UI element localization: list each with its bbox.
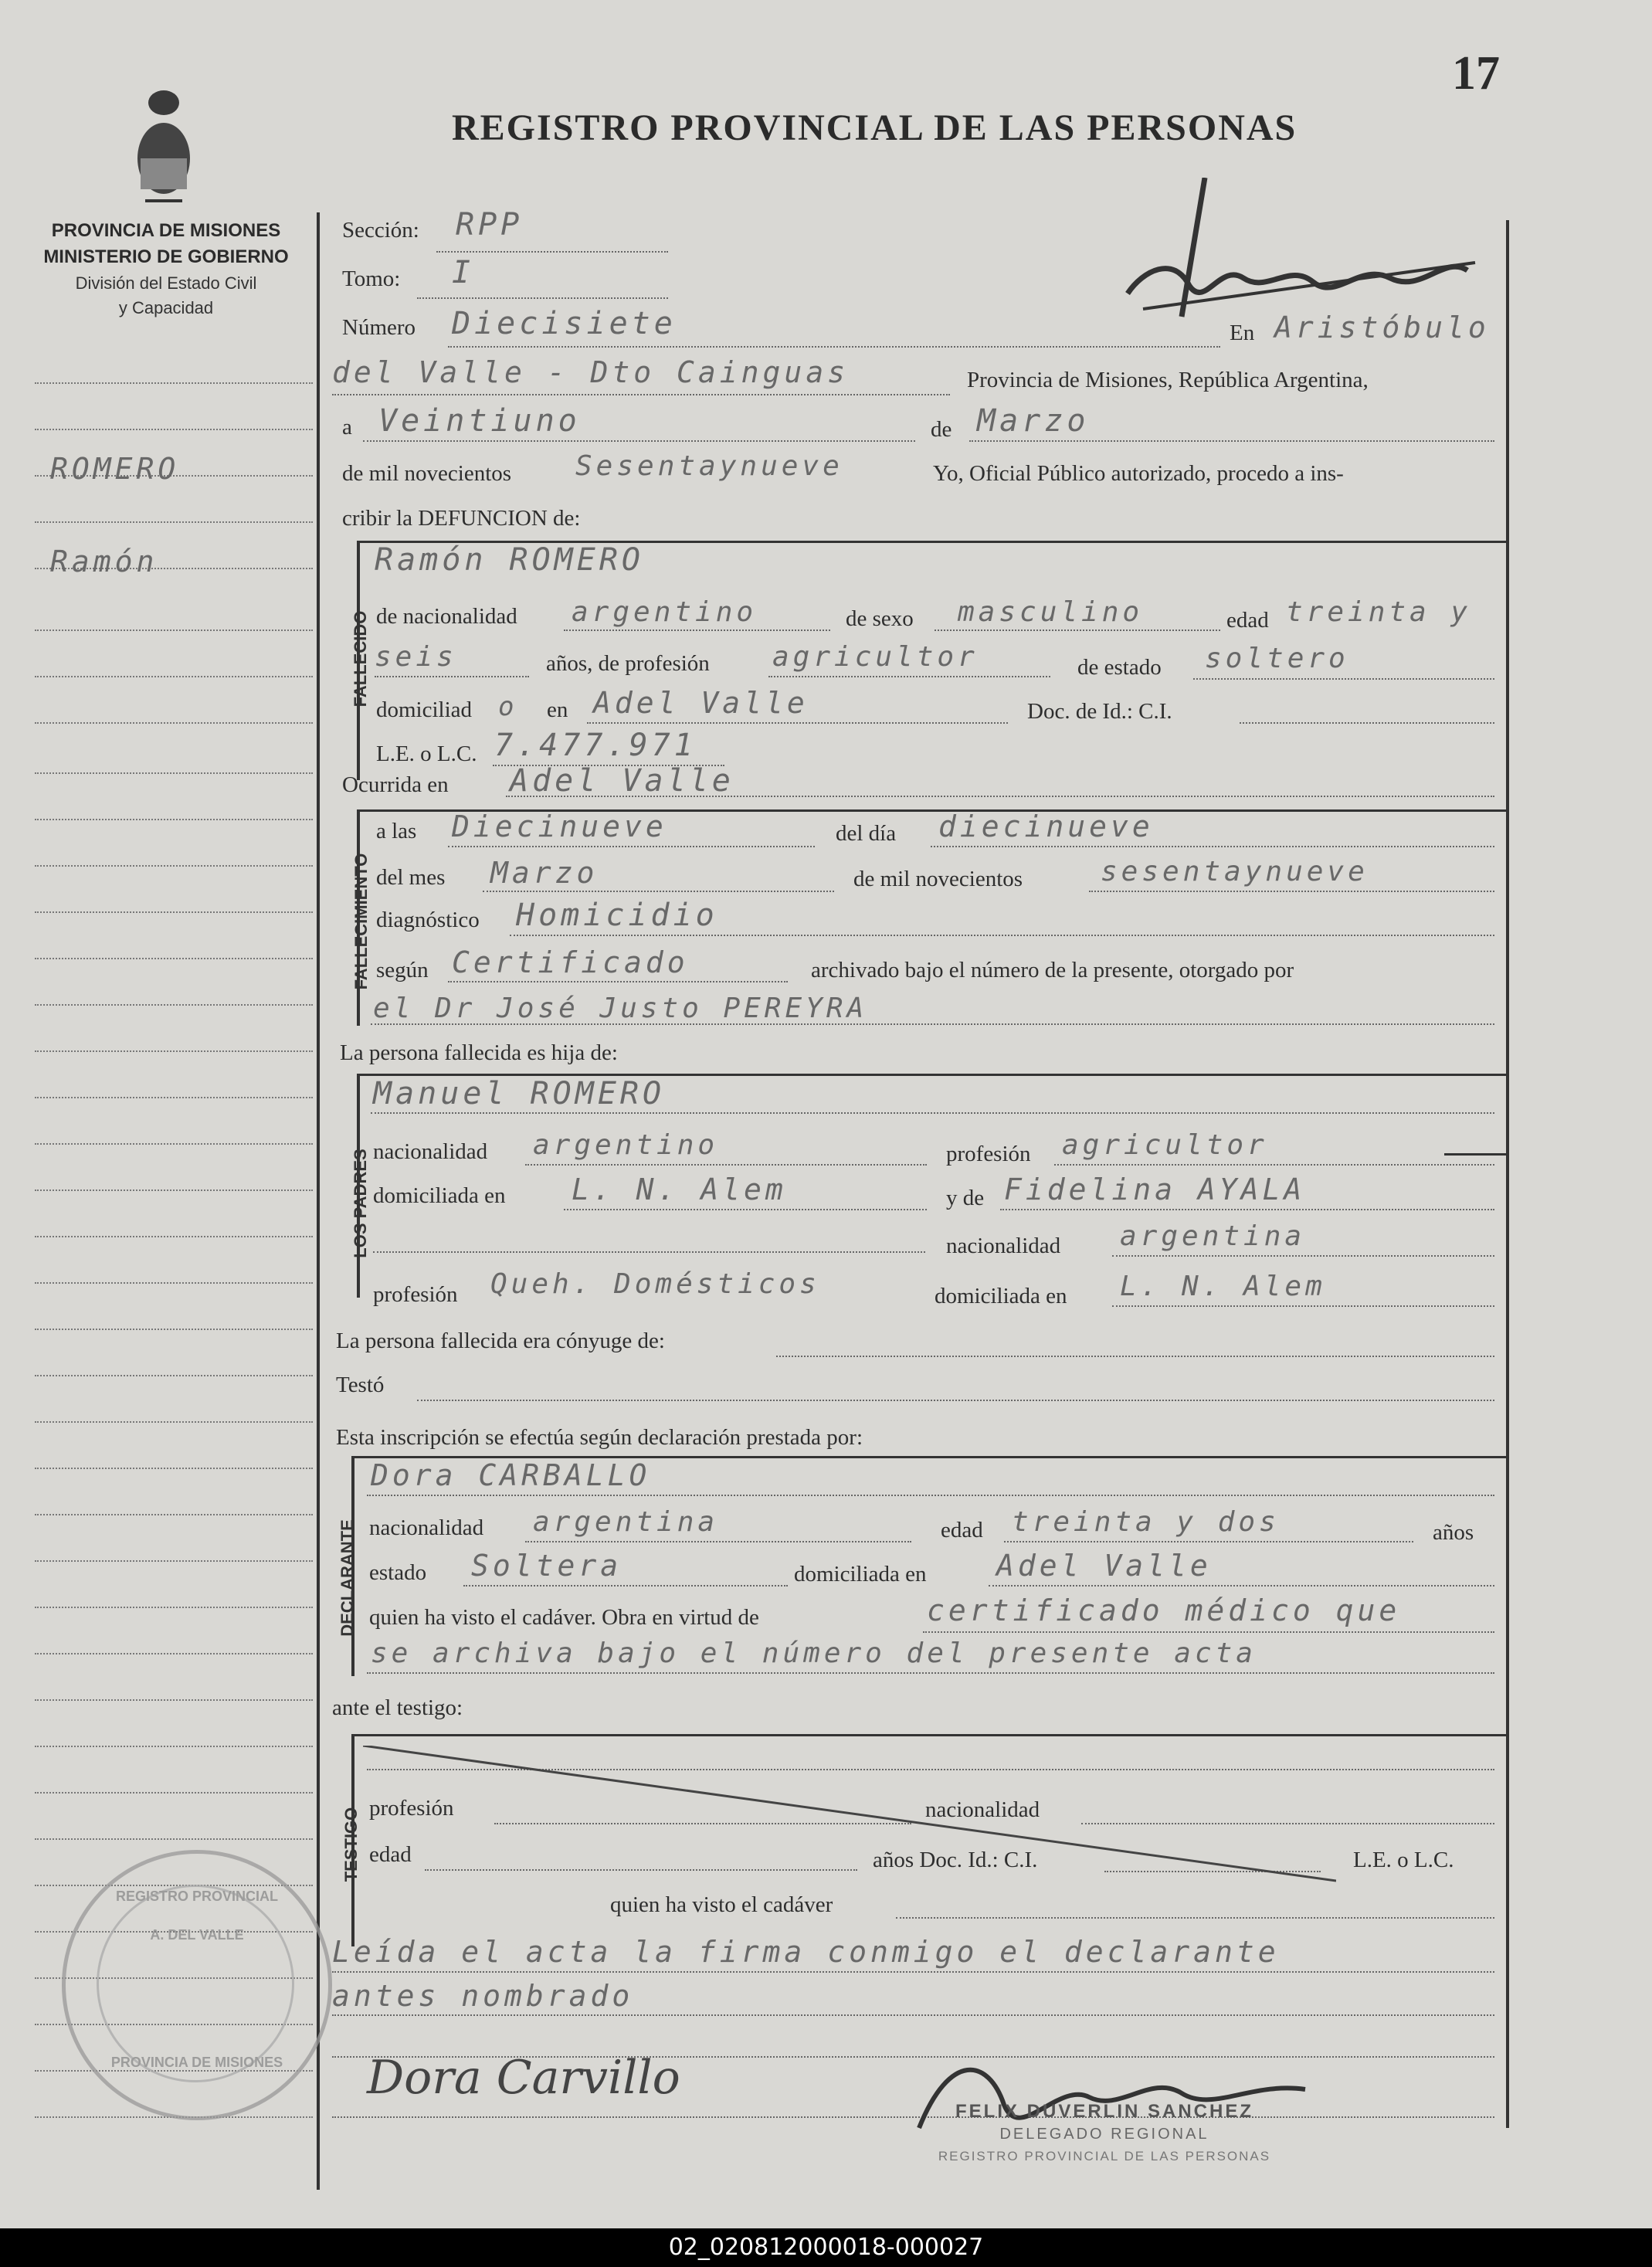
registry-seal bbox=[62, 1850, 332, 2120]
mes-line bbox=[969, 440, 1494, 442]
declarante-nombre: Dora CARBALLO bbox=[371, 1458, 651, 1492]
margin-rule-line bbox=[35, 429, 313, 430]
anio-value: Sesentaynueve bbox=[575, 450, 843, 482]
declaracion-label: Esta inscripción se efectúa según declaración prestada por: bbox=[336, 1425, 863, 1450]
madre-nac-value: argentina bbox=[1120, 1220, 1306, 1252]
testigo-edad-label: edad bbox=[369, 1842, 412, 1867]
declarante-nac-label: nacionalidad bbox=[369, 1515, 484, 1540]
seccion-label: Sección: bbox=[342, 218, 419, 243]
testo-line bbox=[417, 1400, 1494, 1401]
declarante-section-label: DECLARANTE bbox=[338, 1519, 357, 1637]
padre-prof-value: agricultor bbox=[1062, 1129, 1268, 1161]
fallecido-profesion-value: agricultor bbox=[772, 641, 979, 673]
fallecido-le-value: 7.477.971 bbox=[494, 728, 697, 763]
madre-nac-label: nacionalidad bbox=[946, 1234, 1061, 1258]
fallecido-edad-line bbox=[375, 676, 529, 677]
padre-nac-label: nacionalidad bbox=[373, 1139, 488, 1164]
cierre-line-2: antes nombrado bbox=[332, 1979, 634, 2013]
fallecido-edad-value: treinta y bbox=[1286, 596, 1472, 628]
tomo-line bbox=[417, 297, 668, 299]
fallecido-doc-line bbox=[1240, 722, 1494, 724]
declarante-dom-line bbox=[989, 1585, 1494, 1587]
testo-label: Testó bbox=[336, 1373, 385, 1397]
fallecido-domicilio-o: o bbox=[498, 691, 518, 722]
margin-rule-line bbox=[35, 772, 313, 774]
fallecido-doc-label: Doc. de Id.: C.I. bbox=[1027, 699, 1172, 724]
seal-text-top: REGISTRO PROVINCIAL bbox=[115, 1889, 278, 1904]
declarante-estado-line bbox=[463, 1585, 788, 1587]
fallecimiento-mes-line bbox=[483, 891, 834, 892]
conyuge-label: La persona fallecida era cónyuge de: bbox=[336, 1329, 665, 1353]
folio-number: 17 bbox=[1452, 47, 1500, 100]
fallecimiento-mes-label: del mes bbox=[376, 865, 446, 890]
declarante-signature: Dora Carvillo bbox=[367, 2051, 680, 2105]
seccion-line bbox=[436, 251, 668, 253]
fallecido-domicilio-line bbox=[587, 722, 1008, 724]
fallecido-estado-value: soltero bbox=[1205, 643, 1349, 674]
image-id-footer: 02_020812000018-000027 bbox=[0, 2228, 1652, 2267]
margin-rule-line bbox=[35, 1282, 313, 1284]
margin-rule-line bbox=[35, 865, 313, 867]
margin-rule-line bbox=[35, 1329, 313, 1330]
fallecido-estado-line bbox=[1193, 678, 1494, 680]
padre-nombre: Manuel ROMERO bbox=[373, 1076, 666, 1111]
margin-rule-line bbox=[35, 958, 313, 959]
madre-prof-value: Queh. Domésticos bbox=[490, 1268, 820, 1300]
fallecimiento-medico: el Dr José Justo PEREYRA bbox=[373, 993, 868, 1024]
margin-rule-line bbox=[35, 911, 313, 913]
fallecido-nac-label: de nacionalidad bbox=[376, 604, 517, 629]
madre-dom-label: domiciliada en bbox=[935, 1284, 1067, 1308]
madre-nombre: Fidelina AYALA bbox=[1004, 1173, 1306, 1206]
margin-surname: ROMERO bbox=[50, 452, 180, 486]
division-label: División del Estado Civil bbox=[75, 273, 257, 293]
margin-rule-line bbox=[35, 1375, 313, 1376]
declarante-nac-line bbox=[525, 1541, 911, 1542]
madre-nac-line bbox=[1112, 1255, 1494, 1257]
testigo-visto-label: quien ha visto el cadáver bbox=[610, 1892, 833, 1917]
fallecido-sexo-line bbox=[935, 630, 1220, 631]
declarante-edad-line bbox=[1004, 1541, 1413, 1542]
en-label: En bbox=[1230, 321, 1255, 345]
padres-blank-line bbox=[373, 1251, 925, 1253]
margin-rule-line bbox=[35, 819, 313, 820]
testigo-nac-label: nacionalidad bbox=[925, 1797, 1040, 1822]
ocurrida-line bbox=[506, 796, 1494, 797]
margin-rule-line bbox=[35, 1050, 313, 1052]
margin-rule-line bbox=[35, 382, 313, 384]
tomo-label: Tomo: bbox=[342, 266, 401, 291]
ocurrida-value: Adel Valle bbox=[510, 763, 734, 799]
cierre-dots-2 bbox=[332, 2014, 1494, 2016]
margin-rule-line bbox=[35, 521, 313, 523]
fallecimiento-diag-label: diagnóstico bbox=[376, 908, 480, 932]
fallecido-estado-label: de estado bbox=[1077, 655, 1162, 680]
fallecido-anios-label: años, de profesión bbox=[546, 651, 710, 676]
declarante-visto-label: quien ha visto el cadáver. Obra en virtud de bbox=[369, 1605, 759, 1630]
fallecimiento-hora-value: Diecinueve bbox=[452, 809, 667, 843]
lugar-value-2: del Valle - Dto Cainguas bbox=[332, 355, 850, 389]
cierre-dots-1 bbox=[332, 1971, 1494, 1973]
declarante-nac-value: argentina bbox=[533, 1506, 719, 1538]
seccion-value: RPP bbox=[456, 207, 524, 243]
margin-rule-line bbox=[35, 1004, 313, 1006]
tomo-value: I bbox=[452, 255, 475, 290]
fallecido-sexo-value: masculino bbox=[958, 596, 1144, 628]
lugar-line-2 bbox=[332, 394, 950, 395]
fallecimiento-mes-value: Marzo bbox=[490, 856, 599, 890]
fallecimiento-section-label: FALLECIMIENTO bbox=[351, 853, 371, 990]
testigo-visto-line bbox=[896, 1917, 1494, 1919]
declarante-obra-line bbox=[923, 1631, 1494, 1633]
dia-value: Veintiuno bbox=[378, 403, 581, 439]
page-title: REGISTRO PROVINCIAL DE LAS PERSONAS bbox=[452, 107, 1298, 148]
coat-of-arms-icon bbox=[130, 81, 198, 205]
margin-rule-line bbox=[35, 1746, 313, 1747]
fallecimiento-medico-line bbox=[371, 1023, 1494, 1025]
fallecido-profesion-line bbox=[768, 676, 1050, 677]
padre-prof-line bbox=[1054, 1164, 1494, 1166]
declarante-nombre-line bbox=[367, 1495, 1494, 1496]
fallecido-nac-value: argentino bbox=[572, 596, 758, 628]
madre-dom-value: L. N. Alem bbox=[1120, 1271, 1326, 1302]
testigo-le-label: L.E. o L.C. bbox=[1353, 1848, 1454, 1872]
right-border bbox=[1506, 220, 1509, 2128]
fallecido-domicilio-label: domiciliad bbox=[376, 697, 473, 722]
declarante-dom-label: domiciliada en bbox=[794, 1562, 927, 1587]
fallecido-en-label: en bbox=[547, 697, 568, 722]
fallecido-nac-line bbox=[564, 630, 830, 631]
officer-signature-upper bbox=[1112, 178, 1498, 340]
declarante-edad-value: treinta y dos bbox=[1012, 1506, 1280, 1538]
madre-prof-label: profesión bbox=[373, 1282, 458, 1307]
padre-prof-label: profesión bbox=[946, 1142, 1031, 1166]
officer-stamp-office: REGISTRO PROVINCIAL DE LAS PERSONAS bbox=[938, 2149, 1271, 2163]
declarante-edad-label: edad bbox=[941, 1518, 983, 1542]
cierre-line-1: Leída el acta la firma conmigo el declarante bbox=[332, 1935, 1280, 1969]
padre-nombre-line bbox=[371, 1112, 1494, 1114]
margin-rule-line bbox=[35, 1468, 313, 1469]
padre-nac-value: argentino bbox=[533, 1129, 719, 1161]
fallecimiento-dia-value: diecinueve bbox=[938, 809, 1154, 843]
province-label: PROVINCIA DE MISIONES bbox=[51, 220, 281, 241]
margin-rule-line bbox=[35, 1189, 313, 1191]
fallecimiento-anio-line bbox=[1089, 891, 1494, 892]
fallecimiento-dia-line bbox=[931, 846, 1494, 847]
declarante-obra-value-2: se archiva bajo el número del presente acta bbox=[371, 1637, 1257, 1669]
padres-section-label: LOS PADRES bbox=[351, 1149, 370, 1258]
testigo-top-line bbox=[351, 1734, 1508, 1736]
fallecido-domicilio-value: Adel Valle bbox=[593, 686, 809, 720]
mil-label: de mil novecientos bbox=[342, 461, 512, 486]
provincia-label: Provincia de Misiones, República Argentina, bbox=[967, 368, 1369, 392]
margin-rule-line bbox=[35, 1514, 313, 1515]
testigo-prof-label: profesión bbox=[369, 1796, 454, 1821]
margin-rule-line bbox=[35, 1699, 313, 1701]
margin-rule-line bbox=[35, 1421, 313, 1423]
declarante-estado-value: Soltera bbox=[471, 1549, 622, 1583]
margin-rule-line bbox=[35, 1838, 313, 1840]
testigo-section-label: TESTIGO bbox=[341, 1807, 361, 1882]
fallecido-nombre: Ramón ROMERO bbox=[375, 542, 644, 578]
margin-rule-line bbox=[35, 1607, 313, 1608]
fallecimiento-segun-label: según bbox=[376, 958, 429, 982]
fallecimiento-segun-value: Certificado bbox=[452, 945, 689, 979]
declarante-anios-label: años bbox=[1433, 1520, 1474, 1545]
padre-dom-value: L. N. Alem bbox=[572, 1173, 787, 1206]
declarante-dom-value: Adel Valle bbox=[996, 1549, 1212, 1583]
fallecido-le-label: L.E. o L.C. bbox=[376, 742, 477, 766]
oficial-label: Yo, Oficial Público autorizado, procedo a ins- bbox=[933, 461, 1344, 486]
margin-rule-line bbox=[35, 1097, 313, 1098]
lugar-value: Aristóbulo bbox=[1274, 311, 1490, 344]
margin-rule-line bbox=[35, 1792, 313, 1794]
numero-label: Número bbox=[342, 315, 416, 340]
declarante-obra-line-2 bbox=[367, 1672, 1494, 1674]
declarante-estado-label: estado bbox=[369, 1560, 427, 1585]
fallecimiento-hora-line bbox=[448, 846, 815, 847]
ocurrida-label: Ocurrida en bbox=[342, 772, 449, 797]
fallecimiento-diag-value: Homicidio bbox=[516, 898, 718, 933]
padres-tick bbox=[1444, 1153, 1508, 1156]
officer-signature-lower bbox=[904, 2051, 1321, 2136]
fallecimiento-archivado-label: archivado bajo el número de la presente, otorgado por bbox=[811, 958, 1294, 982]
fallecimiento-dia-label: del día bbox=[836, 821, 897, 846]
ministry-label: MINISTERIO DE GOBIERNO bbox=[43, 246, 289, 267]
margin-rule-line bbox=[35, 722, 313, 724]
a-label: a bbox=[342, 415, 352, 439]
declarante-obra-value: certificado médico que bbox=[927, 1593, 1401, 1627]
padre-nac-line bbox=[525, 1164, 927, 1166]
fallecido-edad-label: edad bbox=[1226, 608, 1269, 633]
margin-rule-line bbox=[35, 1143, 313, 1145]
fallecimiento-segun-line bbox=[448, 981, 788, 982]
dia-line bbox=[363, 440, 915, 442]
hija-label: La persona fallecida es hija de: bbox=[340, 1040, 618, 1065]
testigo-strike-line bbox=[363, 1746, 1336, 1885]
fallecido-section-label: FALLECIDO bbox=[351, 610, 370, 708]
fallecido-edad-value-2: seis bbox=[375, 641, 457, 673]
margin-rule-line bbox=[35, 1236, 313, 1237]
madre-dom-line bbox=[1112, 1305, 1494, 1307]
fallecido-sexo-label: de sexo bbox=[846, 606, 914, 631]
conyuge-line bbox=[776, 1356, 1494, 1357]
padre-dom-label: domiciliada en bbox=[373, 1183, 506, 1208]
mes-value: Marzo bbox=[977, 403, 1090, 439]
de-label: de bbox=[931, 417, 952, 442]
margin-given-name: Ramón bbox=[50, 545, 158, 579]
margin-rule-line bbox=[35, 630, 313, 631]
division-label-2: y Capacidad bbox=[118, 298, 214, 317]
numero-line bbox=[448, 346, 1220, 348]
testigo-doc-label: años Doc. Id.: C.I. bbox=[873, 1848, 1038, 1872]
seal-text-middle: A. DEL VALLE bbox=[150, 1927, 244, 1943]
numero-value: Diecisiete bbox=[452, 306, 677, 341]
fallecimiento-anio-value: sesentaynueve bbox=[1101, 856, 1369, 887]
margin-rule-line bbox=[35, 676, 313, 677]
fallecimiento-anio-label: de mil novecientos bbox=[853, 867, 1023, 891]
madre-nombre-line bbox=[1000, 1209, 1494, 1210]
officer-stamp-role: DELEGADO REGIONAL bbox=[999, 2126, 1209, 2143]
ante-label: ante el testigo: bbox=[332, 1695, 463, 1720]
fallecimiento-hora-label: a las bbox=[376, 819, 417, 843]
inscribir-label: cribir la DEFUNCION de: bbox=[342, 506, 581, 531]
margin-rule-line bbox=[35, 1560, 313, 1562]
padre-dom-line bbox=[564, 1209, 927, 1210]
fallecimiento-diag-line bbox=[510, 935, 1494, 936]
officer-stamp-name: FELIX DUVERLIN SANCHEZ bbox=[955, 2101, 1253, 2122]
madre-yde-label: y de bbox=[946, 1186, 985, 1210]
margin-rule-line bbox=[35, 1653, 313, 1654]
seal-text-bottom: PROVINCIA DE MISIONES bbox=[110, 2055, 283, 2070]
